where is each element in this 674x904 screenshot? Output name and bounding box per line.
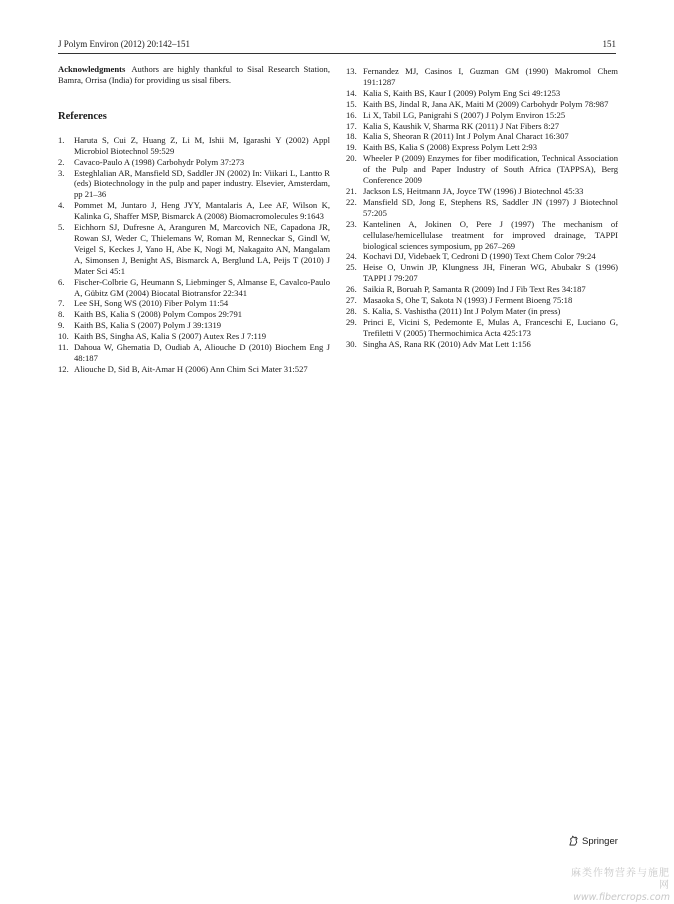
reference-item — [346, 121, 618, 132]
reference-item — [58, 168, 330, 201]
reference-number: 29. — [346, 316, 357, 327]
reference-text: Jackson LS, Heitmann JA, Joyce TW (1996) J Biotechnol 45:33 — [363, 185, 584, 196]
reference-number: 25. — [346, 262, 357, 273]
reference-number: 17. — [346, 120, 357, 131]
reference-item — [58, 342, 330, 364]
publisher-logo — [568, 835, 618, 848]
reference-text: Singha AS, Rana RK (2010) Adv Mat Lett 1:156 — [363, 338, 531, 349]
reference-text: Kalia S, Kaushik V, Sharma RK (2011) J Nat Fibers 8:27 — [363, 120, 560, 131]
reference-number: 22. — [346, 196, 357, 207]
reference-item — [346, 251, 618, 262]
reference-number: 16. — [346, 109, 357, 120]
reference-item — [346, 197, 618, 219]
reference-number: 3. — [58, 167, 65, 178]
reference-number: 2. — [58, 156, 65, 167]
watermark-line-2: www.fibercrops.com — [573, 892, 670, 903]
reference-text: Saikia R, Boruah P, Samanta R (2009) Ind J Fib Text Res 34:187 — [363, 284, 586, 295]
reference-item — [58, 157, 330, 168]
reference-text: Haruta S, Cui Z, Huang Z, Li M, Ishii M, Igarashi Y (2002) Appl Microbiol Biotechnol 59:529 — [74, 134, 330, 156]
reference-number: 30. — [346, 338, 357, 349]
left-column — [58, 64, 330, 375]
publisher-name: Springer — [582, 836, 618, 847]
reference-text: Lee SH, Song WS (2010) Fiber Polym 11:54 — [74, 298, 229, 309]
reference-item — [346, 131, 618, 142]
reference-text: Heise O, Unwin JP, Klungness JH, Fineran WG, Abubakr S (1996) TAPPI J 79:207 — [363, 262, 618, 284]
reference-text: Cavaco-Paulo A (1998) Carbohydr Polym 37:273 — [74, 156, 245, 167]
reference-text: Fernandez MJ, Casinos I, Guzman GM (1990) Makromol Chem 191:1287 — [363, 66, 618, 87]
reference-item — [346, 284, 618, 295]
reference-item — [346, 66, 618, 88]
reference-text: Mansfield SD, Jong E, Stephens RS, Saddler JN (1997) J Biotechnol 57:205 — [363, 196, 618, 218]
reference-number: 12. — [58, 363, 69, 374]
reference-number: 4. — [58, 200, 65, 211]
reference-number: 26. — [346, 284, 357, 295]
reference-text: Princi E, Vicini S, Pedemonte E, Mulas A, Franceschi E, Luciano G, Trefiletti V (2005) Thermochimica Acta 425:173 — [363, 316, 618, 338]
acknowledgments-title: Acknowledgments — [58, 64, 126, 74]
reference-item — [346, 339, 618, 350]
reference-number: 11. — [58, 342, 69, 353]
reference-item — [346, 306, 618, 317]
reference-number: 21. — [346, 185, 357, 196]
reference-item — [346, 219, 618, 252]
reference-item — [346, 295, 618, 306]
right-column — [346, 66, 618, 350]
reference-item — [346, 186, 618, 197]
references-heading: References — [58, 110, 107, 122]
reference-item — [58, 135, 330, 157]
reference-text: Kantelinen A, Jokinen O, Pere J (1997) The mechanism of cellulase/hemicellulase treatment for improved drainage, TAPPI biological sciences symposium, pp 267–269 — [363, 218, 618, 251]
reference-item — [58, 298, 330, 309]
reference-text: Kalia S, Kaith BS, Kaur I (2009) Polym Eng Sci 49:1253 — [363, 87, 561, 98]
reference-number: 6. — [58, 276, 65, 287]
reference-item — [58, 309, 330, 320]
reference-text: Wheeler P (2009) Enzymes for fiber modification, Technical Association of the Pulp and Paper Industry of South Africa (TAPPSA), Berg Conference 2009 — [363, 153, 618, 186]
reference-number: 10. — [58, 331, 69, 342]
reference-text: Kaith BS, Kalia S (2008) Polym Compos 29:791 — [74, 309, 243, 320]
reference-text: Masaoka S, Ohe T, Sakota N (1993) J Ferment Bioeng 75:18 — [363, 295, 573, 306]
reference-item — [346, 317, 618, 339]
site-watermark — [570, 868, 670, 904]
journal-citation: J Polym Environ (2012) 20:142–151 — [58, 39, 190, 49]
reference-item — [346, 142, 618, 153]
springer-horse-icon — [568, 835, 579, 846]
reference-text: Kaith BS, Jindal R, Jana AK, Maiti M (2009) Carbohydr Polym 78:987 — [363, 98, 609, 109]
reference-number: 15. — [346, 98, 357, 109]
page-number: 151 — [602, 39, 616, 49]
reference-text: Dahoua W, Ghematia D, Oudiab A, Aliouche D (2010) Biochem Eng J 48:187 — [74, 342, 330, 363]
reference-text: Fischer-Colbrie G, Heumann S, Liebminger S, Almanse E, Cavalco-Paulo A, Gübitz GM (2004) Biocatal Biotransfor 22:341 — [74, 276, 330, 298]
reference-text: Kochavi DJ, Videbaek T, Cedroni D (1990) Text Chem Color 79:24 — [363, 251, 596, 262]
reference-number: 18. — [346, 131, 357, 142]
reference-number: 8. — [58, 309, 65, 320]
reference-item — [346, 99, 618, 110]
reference-text: S. Kalia, S. Vashistha (2011) Int J Polym Mater (in press) — [363, 305, 561, 316]
reference-item — [58, 364, 330, 375]
running-header — [58, 37, 616, 51]
reference-item — [58, 277, 330, 299]
reference-list-left — [58, 135, 330, 375]
reference-number: 7. — [58, 298, 65, 309]
reference-number: 23. — [346, 218, 357, 229]
reference-text: Eichhorn SJ, Dufresne A, Aranguren M, Marcovich NE, Capadona JR, Rowan SJ, Weder C, Thielemans W, Roman M, Renneckar S, Gindl W, Veigel S, Keckes J, Yano H, Abe K, Nogi M, Nakagaito AN, Mangalam A, Simonsen J, Benight AS, Bismarck A, Berglund LA, Peijs T (2010) J Mater Sci 45:1 — [74, 222, 330, 276]
reference-item — [346, 110, 618, 121]
reference-item — [346, 153, 618, 186]
reference-number: 9. — [58, 320, 65, 331]
reference-number: 14. — [346, 87, 357, 98]
acknowledgments-text: Authors are highly thankful to Sisal Research Station, Bamra, Orrisa (India) for providing us sisal fibers. — [58, 64, 330, 85]
reference-item — [58, 200, 330, 222]
reference-item — [58, 320, 330, 331]
acknowledgments — [58, 64, 330, 86]
header-rule — [58, 53, 616, 54]
reference-text: Esteghlalian AR, Mansfield SD, Saddler JN (2002) In: Viikari L, Lantto R (eds) Biotechnology in the pulp and paper industry. Elsevier, Amsterdam, pp 21–36 — [74, 167, 330, 200]
reference-number: 19. — [346, 142, 357, 153]
reference-item — [346, 88, 618, 99]
reference-item — [58, 222, 330, 277]
reference-text: Kalia S, Sheoran R (2011) Int J Polym Anal Charact 16:307 — [363, 131, 569, 142]
watermark-line-1: 麻类作物营养与施肥网 — [571, 868, 670, 891]
reference-text: Kaith BS, Kalia S (2007) Polym J 39:1319 — [74, 320, 222, 331]
reference-number: 28. — [346, 305, 357, 316]
reference-list-right — [346, 66, 618, 350]
reference-text: Li X, Tabil LG, Panigrahi S (2007) J Polym Environ 15:25 — [363, 109, 566, 120]
reference-text: Kaith BS, Singha AS, Kalia S (2007) Autex Res J 7:119 — [74, 331, 267, 342]
reference-item — [58, 331, 330, 342]
reference-number: 5. — [58, 222, 65, 233]
reference-text: Pommet M, Juntaro J, Heng JYY, Mantalaris A, Lee AF, Wilson K, Kalinka G, Shaffer MSP, Bismarck A (2008) Biomacromolecules 9:1643 — [74, 200, 330, 222]
reference-number: 20. — [346, 153, 357, 164]
reference-number: 1. — [58, 134, 65, 145]
reference-number: 13. — [346, 66, 357, 76]
reference-number: 27. — [346, 295, 357, 306]
reference-text: Aliouche D, Sid B, Ait-Amar H (2006) Ann Chim Sci Mater 31:527 — [74, 363, 308, 374]
reference-text: Kaith BS, Kalia S (2008) Express Polym Lett 2:93 — [363, 142, 538, 153]
reference-number: 24. — [346, 251, 357, 262]
reference-item — [346, 262, 618, 284]
